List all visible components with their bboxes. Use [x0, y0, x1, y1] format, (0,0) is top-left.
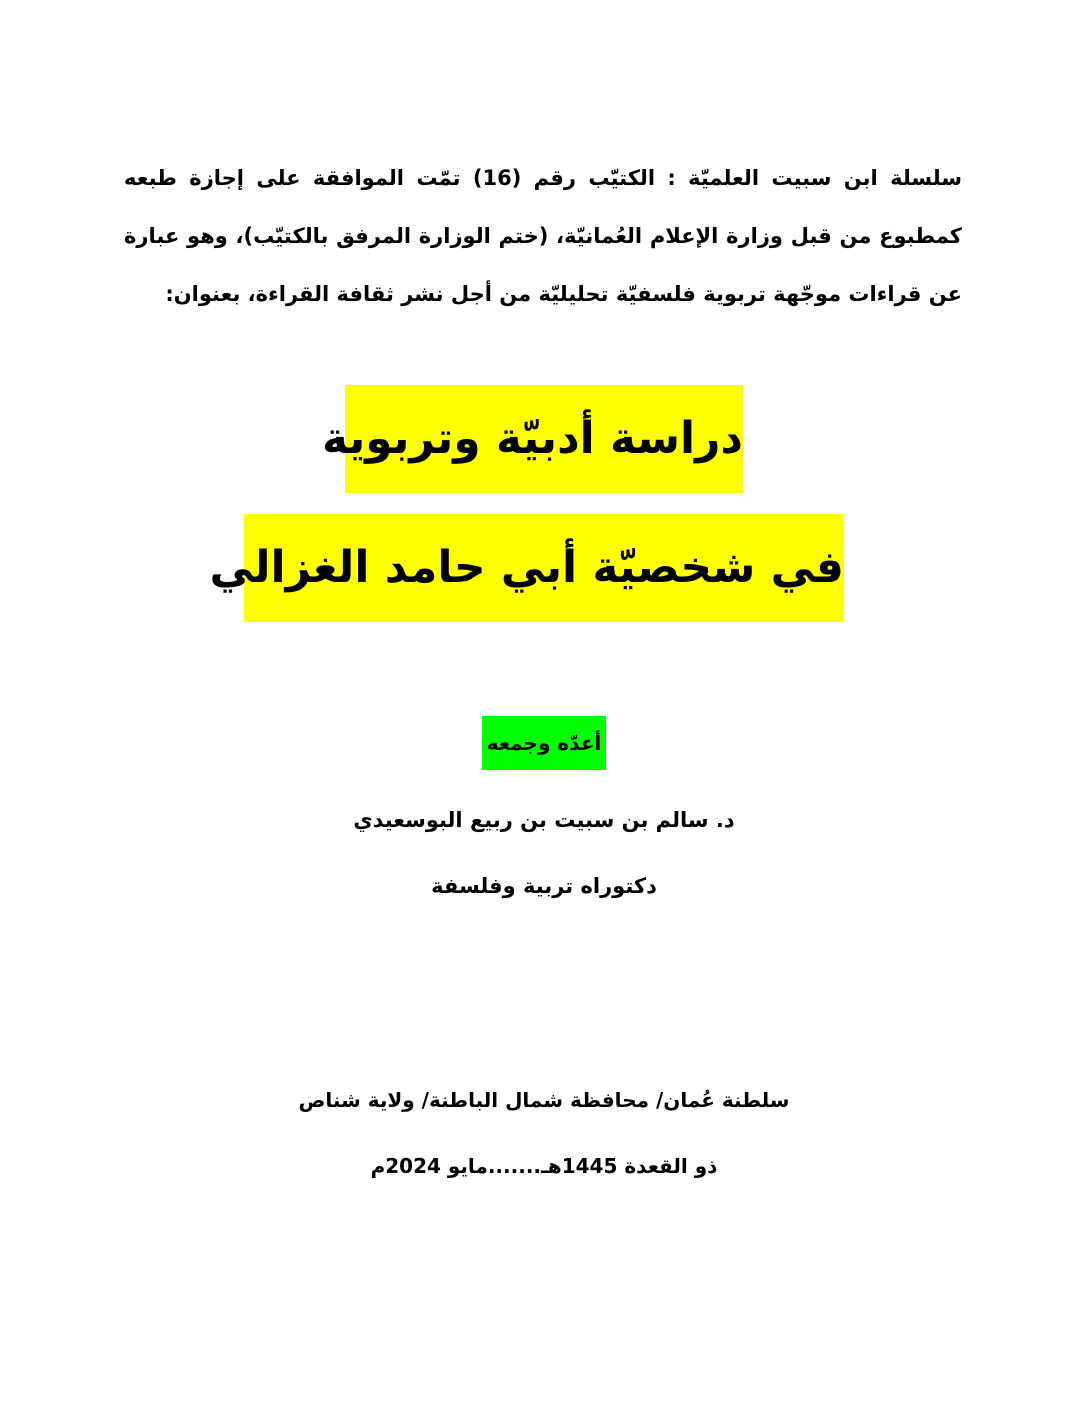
title-line-2: في شخصيّة أبي حامد الغزالي [244, 514, 844, 622]
location-line: سلطنة عُمان/ محافظة شمال الباطنة/ ولاية شناص [298, 1088, 790, 1112]
author-name: د. سالم بن سبيت بن ربيع البوسعيدي [353, 808, 735, 832]
intro-paragraph: سلسلة ابن سبيت العلميّة : الكتيّب رقم (16) تمّت الموافقة على إجازة طبعه كمطبوع من قبل وزارة الإعلام العُمانيّة، (ختم الوزارة المرفق بالكتيّب)، وهو عبارة عن قراءات موجّهة تربوية فلسفيّة تحليليّة من أجل نشر ثقافة القراءة، بعنوان: [124, 166, 962, 306]
date-line: ذو القعدة 1445هـ.......مايو 2024م [370, 1154, 718, 1178]
author-degree: دكتوراه تربية وفلسفة [431, 874, 657, 898]
title-line-1: دراسة أدبيّة وتربوية [345, 385, 743, 493]
prepared-by-label: أعدّه وجمعه [482, 716, 606, 770]
